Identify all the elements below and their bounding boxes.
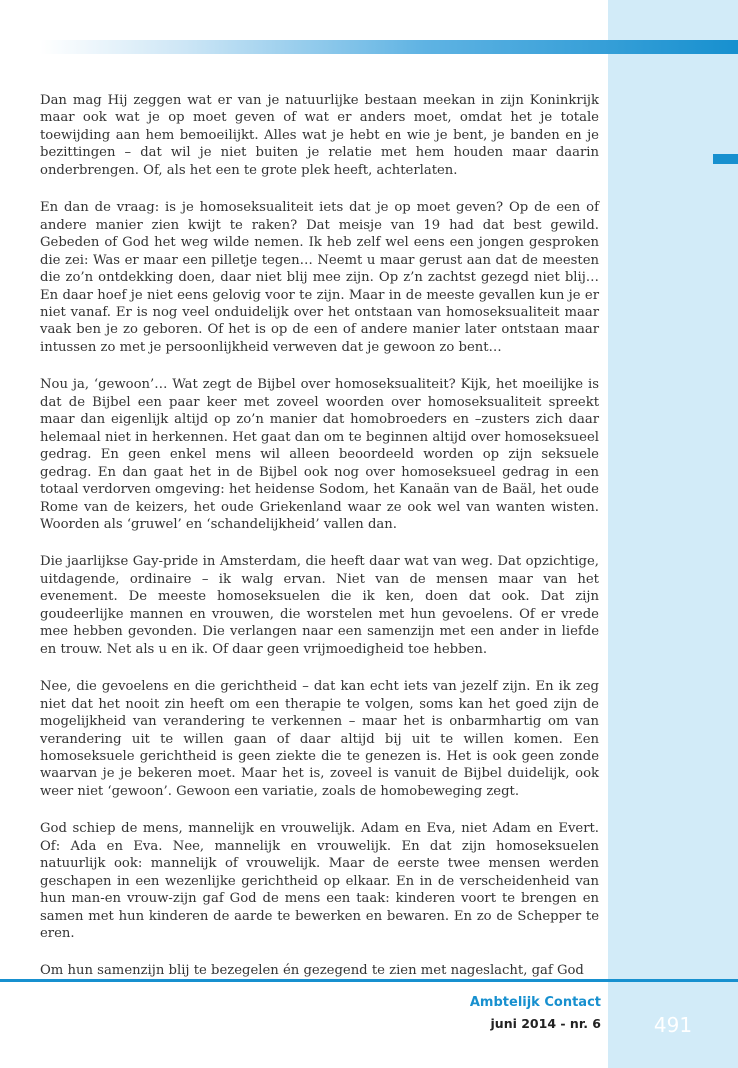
paragraph-3: Nou ja, ‘gewoon’… Wat zegt de Bijbel over homoseksualiteit? Kijk, het moeilijke is dat de Bijbel een paar keer met zoveel woorden over homoseksualiteit spreekt maar dan eigenlijk altijd op zo’n manier dat homobroeders en –zusters zich daar helemaal niet in herkennen. Het gaat dan om te beginnen altijd over homoseksueel gedrag. En geen enkel mens wil alleen beoordeeld worden op zijn seksuele gedrag. En dan gaat het in de Bijbel ook nog over homoseksueel gedrag in een totaal verdorven omgeving: het heidense Sodom, het Kanaän van de Baäl, het oude Rome van de keizers, het oude Griekenland waar ze ook wel van wanten wisten. Woorden als ‘gruwel’ en ‘schandelijkheid’ vallen dan. (40, 377, 599, 532)
journal-title: Ambtelijk Contact (469, 995, 601, 1010)
paragraph-5: Nee, die gevoelens en die gerichtheid – dat kan echt iets van jezelf zijn. En ik zeg niet dat het nooit zin heeft om een therapie te volgen, soms kan het goed zijn de mogelijkheid van verandering te verkennen – maar het is onbarmhartig om van verandering uit te willen gaan of daar altijd bij uit te willen komen. Een homoseksuele gerichtheid is geen ziekte die te genezen is. Het is ook geen zonde waarvan je je bekeren moet. Maar het is, zoveel is vanuit de Bijbel duidelijk, ook weer niet ‘gewoon’. Gewoon een variatie, zoals de homobeweging zegt. (40, 679, 599, 799)
page-number: 491 (653, 1013, 693, 1037)
issue-label: juni 2014 - nr. 6 (490, 1016, 601, 1031)
article-body (40, 92, 599, 1000)
paragraph-4: Die jaarlijkse Gay-pride in Amsterdam, die heeft daar wat van weg. Dat opzichtige, uitdagende, ordinaire – ik walg ervan. Niet van de mensen maar van het evenement. De meeste homoseksuelen die ik ken, doen dat ook. Dat zijn goudeerlijke mannen en vrouwen, die worstelen met hun gevoelens. Of er vrede mee hebben gevonden. Die verlangen naar een samenzijn met een ander in liefde en trouw. Net als u en ik. Of daar geen vrijmoedigheid toe hebben. (40, 554, 599, 657)
paragraph-2: En dan de vraag: is je homoseksualiteit iets dat je op moet geven? Op de een of andere manier zien kwijt te raken? Dat meisje van 19 had dat best gewild. Gebeden of God het weg wilde nemen. Ik heb zelf wel eens een jongen gesproken die zei: Was er maar een pilletje tegen… Neemt u maar gerust aan dat de meesten die zo’n ontdekking doen, daar niet blij mee zijn. Op z’n zachtst gezegd niet blij… En daar hoef je niet eens gelovig voor te zijn. Maar in de meeste gevallen kun je er niet vanaf. Er is nog veel onduidelijk over het ontstaan van homoseksualiteit maar vaak ben je zo geboren. Of het is op de een of andere manier later ontstaan maar intussen zo met je persoonlijkheid verweven dat je gewoon zo bent… (40, 200, 599, 355)
paragraph-6: God schiep de mens, mannelijk en vrouwelijk. Adam en Eva, niet Adam en Evert. Of: Ada en Eva. Nee, mannelijk en vrouwelijk. En dat zijn homoseksuelen natuurlijk ook: mannelijk of vrouwelijk. Maar de eerste twee mensen werden geschapen in een wezenlijke gerichtheid op elkaar. En in de verscheidenheid van hun man-en vrouw-zijn gaf God de mens een taak: kinderen voort te brengen en samen met hun kinderen de aarde te bewerken en bewaren. En zo de Schepper te eren. (40, 821, 599, 942)
paragraph-7: Om hun samenzijn blij te bezegelen én gezegend te zien met nageslacht, gaf God (40, 963, 584, 979)
sidebar-tab-marker (713, 154, 738, 164)
footer-divider (0, 979, 738, 982)
paragraph-1: Dan mag Hij zeggen wat er van je natuurlijke bestaan meekan in zijn Koninkrijk maar ook wat je op moet geven of wat er anders moet, omdat het je totale toewijding aan hem bemoeilijkt. Alles wat je hebt en wie je bent, je banden en je bezittingen – dat wil je niet buiten je relatie met hem houden maar daarin onderbrengen. Of, als het een te grote plek heeft, achterlaten. (40, 93, 599, 178)
header-gradient-bar (40, 40, 738, 54)
